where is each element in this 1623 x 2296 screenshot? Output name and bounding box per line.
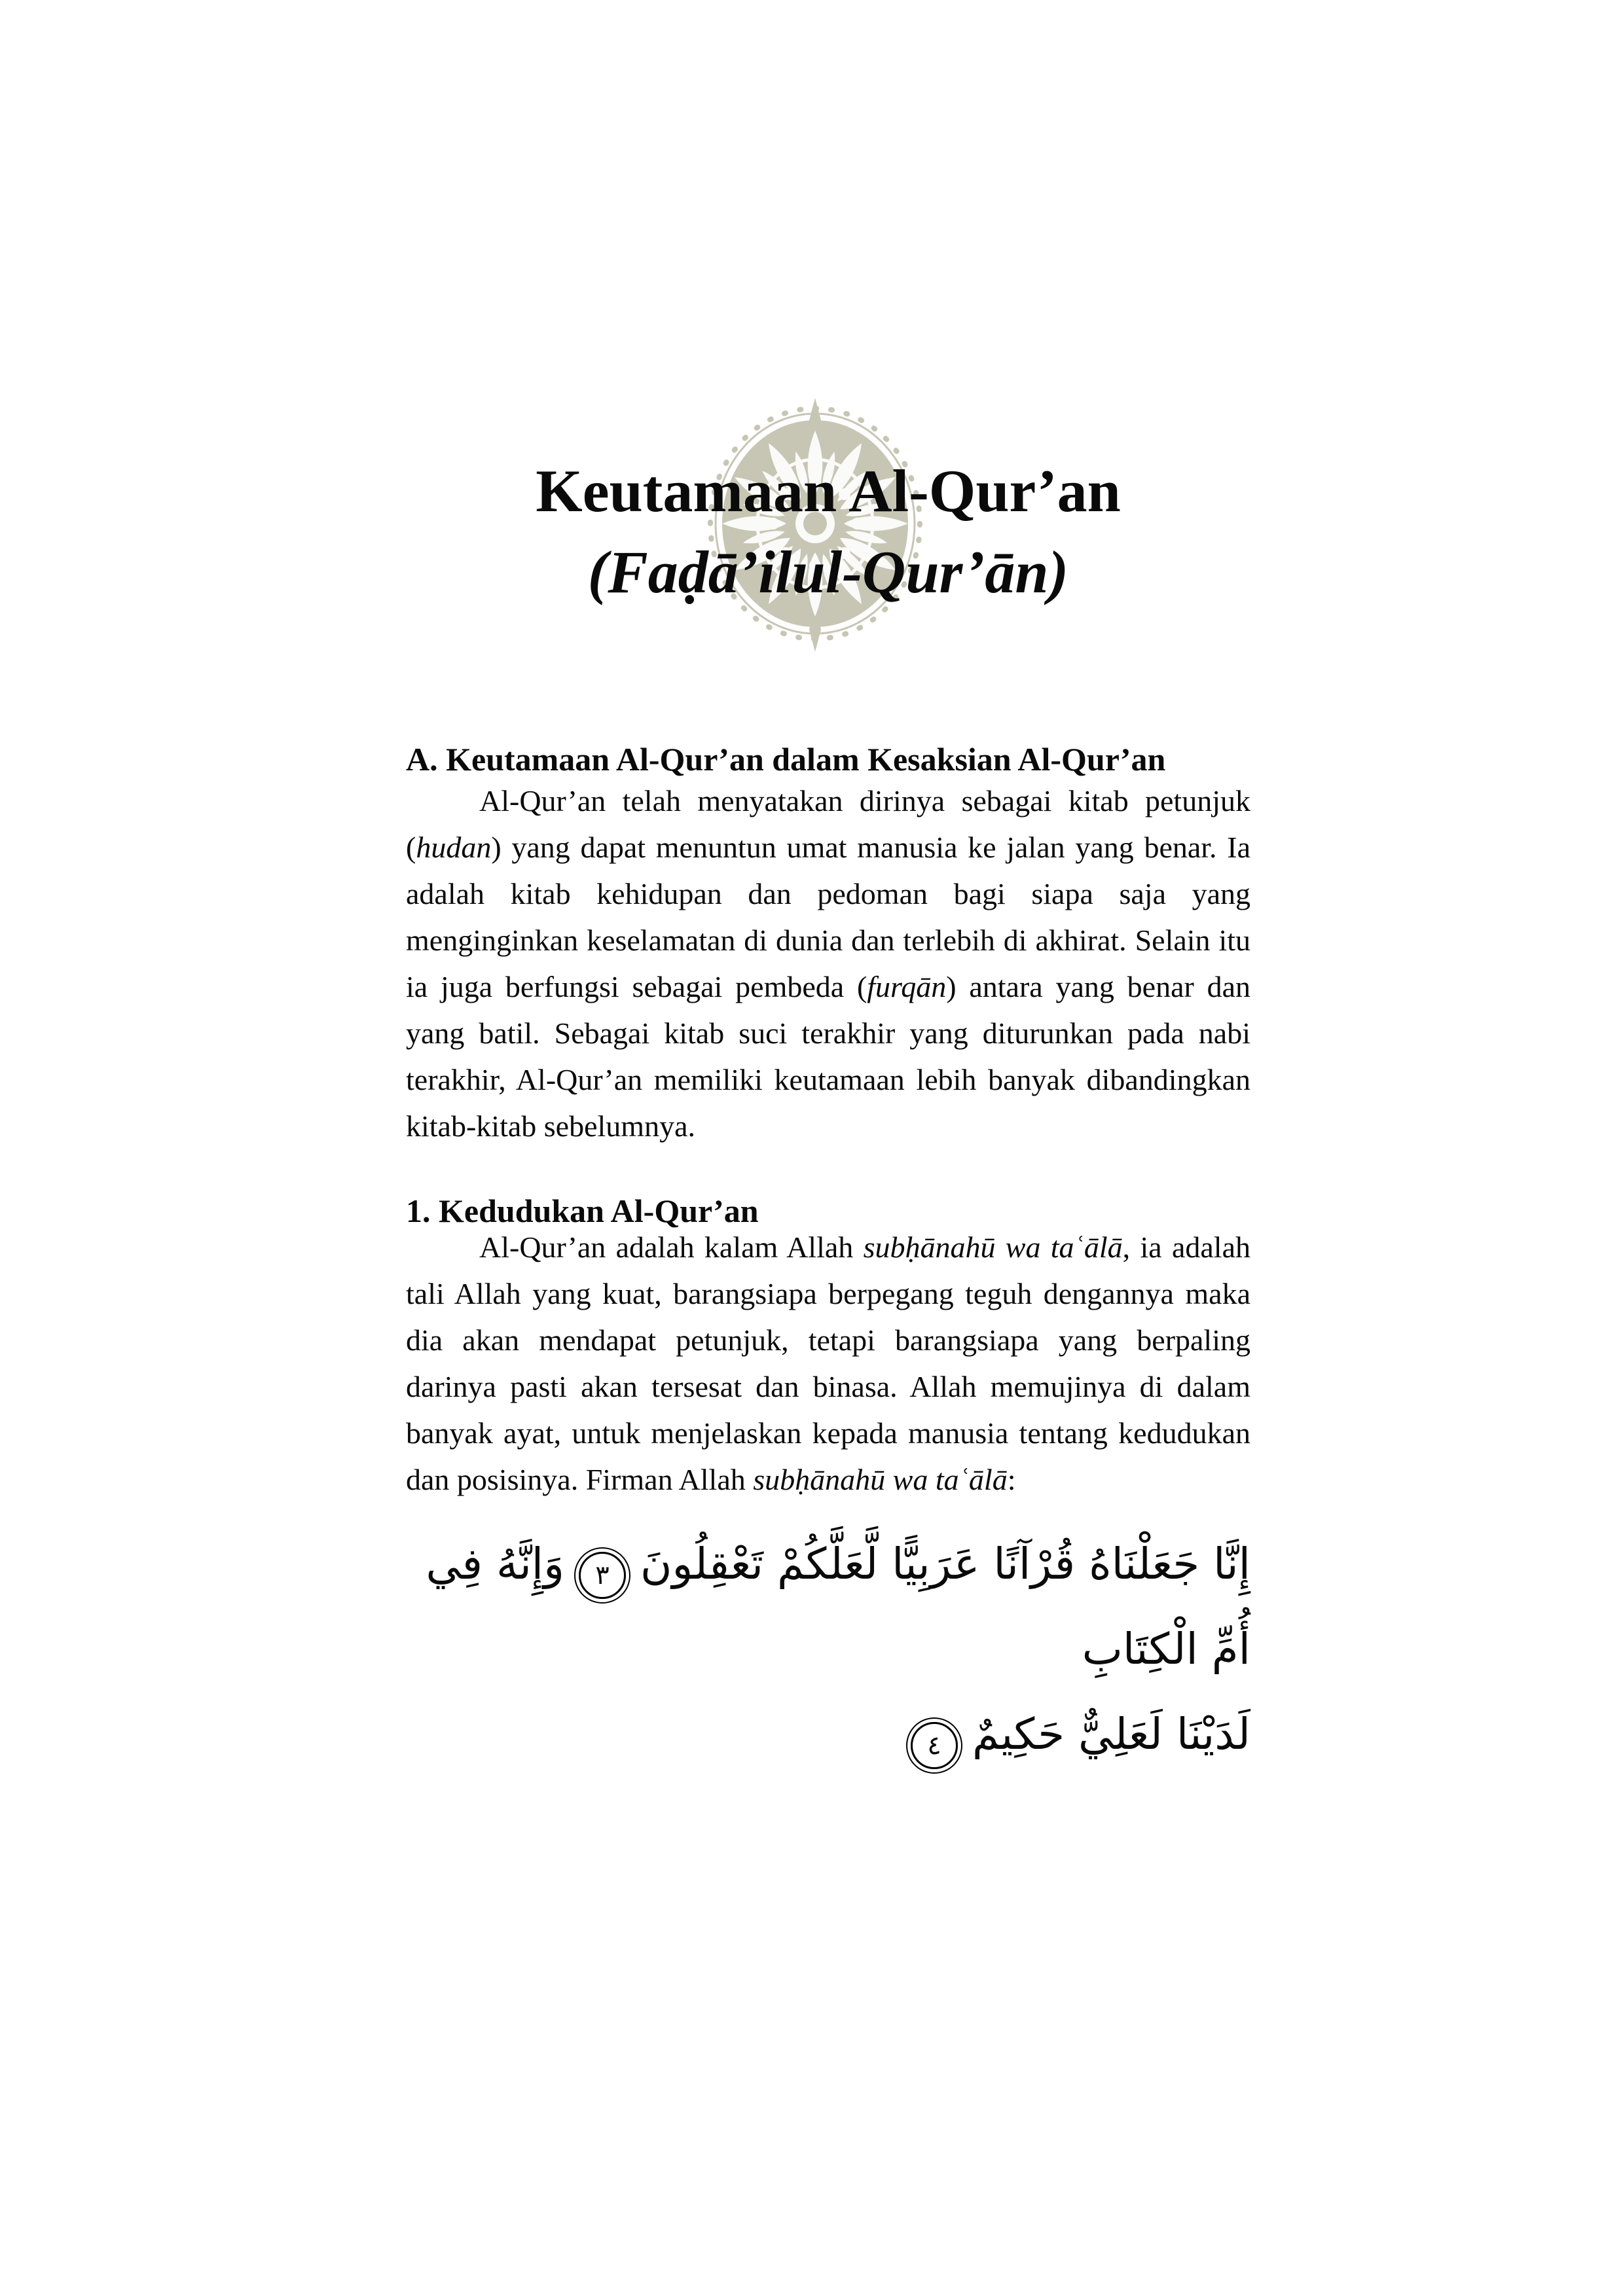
chapter-title-line2: (Faḍā’ilul-Qur’ān) [587, 539, 1069, 605]
arabic-text-segment: وَإِنَّهُ فِي أُمِّ الْكِتَابِ [426, 1539, 1250, 1674]
ayah-marker-4: ٤ [911, 1722, 958, 1769]
chapter-title-line1: Keutamaan Al-Qur’an [536, 457, 1121, 524]
text-segment: Al-Qur’an telah menyatakan dirinya sebagai kitab petunjuk ( [406, 784, 1250, 864]
section-1-paragraph [406, 1224, 1250, 1503]
section-a-paragraph [406, 778, 1250, 1149]
text-segment: , ia adalah tali Allah yang kuat, barangsiapa berpegang teguh dengannya maka dia akan mendapat petunjuk, tetapi barangsiapa yang berpaling darinya pasti akan tersesat dan binasa. Allah memujinya di dalam banyak ayat, untuk menjelaskan kepada manusia tentang kedudukan dan posisinya. Firman Allah [406, 1230, 1251, 1496]
section-a-heading: A. Keutamaan Al-Qur’an dalam Kesaksian Al-Qur’an [406, 741, 1166, 778]
section-1-heading: 1. Kedudukan Al-Qur’an [406, 1193, 759, 1229]
arabic-text-segment: لَدَيْنَا لَعَلِيٌّ حَكِيمٌ [972, 1709, 1250, 1759]
italic-term-hudan: hudan [416, 831, 492, 864]
italic-term-subhanahu: subḥānahū wa taʿālā [863, 1230, 1123, 1264]
arabic-text-segment: إِنَّا جَعَلْنَاهُ قُرْآنًا عَرَبِيًّا لَّعَلَّكُمْ تَعْقِلُونَ [640, 1539, 1250, 1589]
text-segment: ) yang dapat menuntun umat manusia ke jalan yang benar. Ia adalah kitab kehidupan dan pedoman bagi siapa saja yang menginginkan keselamatan di dunia dan terlebih di akhirat. Selain itu ia juga berfungsi sebagai pembeda ( [406, 831, 1250, 1003]
ayah-marker-3: ٣ [579, 1552, 626, 1599]
text-column [406, 0, 1250, 2296]
text-segment: : [1007, 1463, 1016, 1496]
text-segment: Al-Qur’an adalah kalam Allah [479, 1230, 864, 1264]
italic-term-furqan: furqān [867, 970, 947, 1003]
text-segment: ) antara yang benar dan yang batil. Sebagai kitab suci terakhir yang diturunkan pada nabi terakhir, Al-Qur’an memiliki keutamaan lebih banyak dibandingkan kitab-kitab sebelumnya. [406, 970, 1251, 1143]
quran-verse-arabic [406, 1522, 1250, 1777]
italic-term-subhanahu: subḥānahū wa taʿālā [753, 1463, 1008, 1496]
quran-verse-line-1 [406, 1522, 1250, 1692]
quran-verse-line-2 [406, 1692, 1250, 1777]
